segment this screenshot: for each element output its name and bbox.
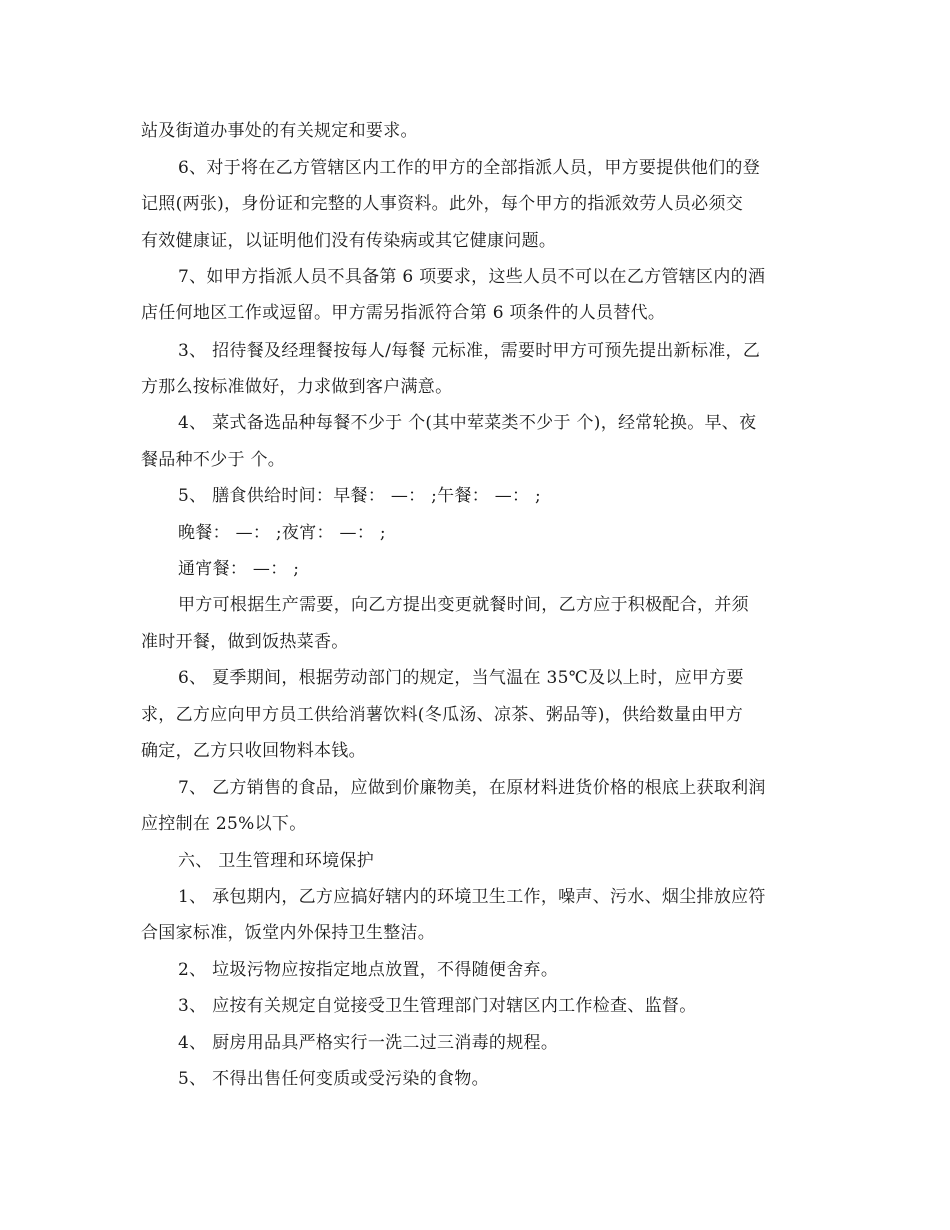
text-line: 准时开餐，做到饭热菜香。 [141, 632, 349, 652]
text-line: 1、 承包期内，乙方应搞好辖内的环境卫生工作，噪声、污水、烟尘排放应符 [178, 887, 766, 907]
text-line: 2、 垃圾污物应按指定地点放置，不得随便舍弃。 [178, 960, 559, 980]
section-heading: 六、 卫生管理和环境保护 [178, 851, 375, 871]
text-line: 有效健康证，以证明他们没有传染病或其它健康问题。 [141, 231, 557, 251]
text-line: 4、 厨房用品具严格实行一洗二过三消毒的规程。 [178, 1033, 559, 1053]
text-line: 5、 不得出售任何变质或受污染的食物。 [178, 1069, 489, 1089]
text-line: 合国家标准，饭堂内外保持卫生整洁。 [141, 923, 436, 943]
text-line: 店任何地区工作或逗留。甲方需另指派符合第 6 项条件的人员替代。 [141, 303, 666, 323]
text-line: 4、 菜式备选品种每餐不少于 个(其中荤菜类不少于 个)，经常轮换。早、夜 [178, 413, 757, 433]
text-line: 记照(两张)，身份证和完整的人事资料。此外，每个甲方的指派效劳人员必须交 [141, 194, 744, 214]
text-line: 晚餐： —： ;夜宵： —： ; [178, 523, 386, 543]
text-line: 站及街道办事处的有关规定和要求。 [141, 121, 418, 141]
text-line: 应控制在 25%以下。 [141, 814, 307, 834]
text-line: 3、 招待餐及经理餐按每人/每餐 元标准，需要时甲方可预先提出新标准，乙 [178, 341, 761, 361]
text-line: 3、 应按有关规定自觉接受卫生管理部门对辖区内工作检查、监督。 [178, 996, 697, 1016]
text-line: 通宵餐： —： ; [178, 559, 300, 579]
text-line: 6、对于将在乙方管辖区内工作的甲方的全部指派人员，甲方要提供他们的登 [178, 158, 761, 178]
text-line: 确定，乙方只收回物料本钱。 [141, 741, 366, 761]
text-line: 6、 夏季期间，根据劳动部门的规定，当气温在 35℃及以上时，应甲方要 [178, 668, 744, 688]
text-line: 7、如甲方指派人员不具备第 6 项要求，这些人员不可以在乙方管辖区内的酒 [178, 267, 766, 287]
text-line: 5、 膳食供给时间：早餐： —： ;午餐： —： ; [178, 486, 542, 506]
text-line: 甲方可根据生产需要，向乙方提出变更就餐时间，乙方应于积极配合，并须 [178, 595, 749, 615]
text-line: 餐品种不少于 个。 [141, 450, 286, 470]
text-line: 方那么按标准做好，力求做到客户满意。 [141, 377, 453, 397]
text-line: 7、 乙方销售的食品，应做到价廉物美，在原材料进货价格的根底上获取利润 [178, 778, 766, 798]
text-line: 求，乙方应向甲方员工供给消薯饮料(冬瓜汤、凉茶、粥品等)，供给数量由甲方 [141, 705, 744, 725]
